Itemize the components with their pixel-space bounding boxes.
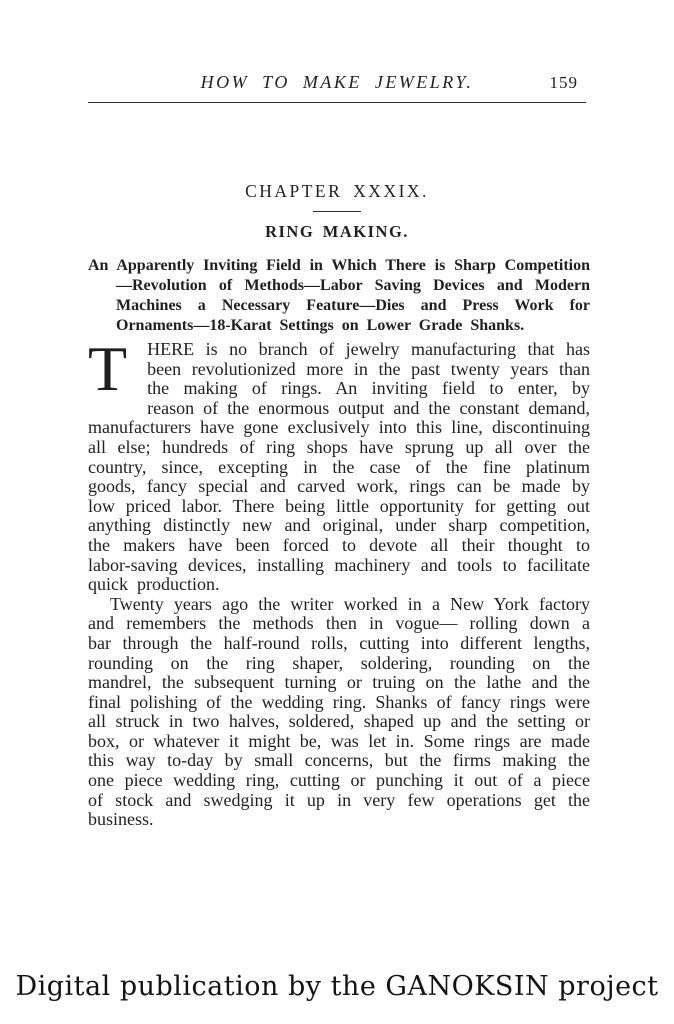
- paragraph-1-text: HERE is no branch of jewelry manufacturing that has been revolutionized more in the past twenty years than the making of rings. An inviting field to enter, by reason of the enormous output and the constant demand, manufacturers have gone exclusively into this line, discontinuing all else; hundreds of ring shops have sprung up all over the country, since, excepting in the case of the fine platinum goods, fancy special and carved work, rings can be made by low priced labor. There being little opportunity for getting out anything distinctly new and original, under sharp competition, the makers have been forced to devote all their thought to labor-saving devices, installing machinery and tools to facilitate quick production.: [88, 339, 590, 595]
- chapter-summary: An Apparently Inviting Field in Which There is Sharp Competition—Revolution of Methods—Labor Saving Devices and Modern Machines a Necessary Feature—Dies and Press Work for Ornaments—18-Karat Settings on Lower Grade Shanks.: [88, 257, 590, 334]
- body-paragraph-1: [88, 333, 590, 595]
- running-header-title: HOW TO MAKE JEWELRY.: [200, 72, 474, 92]
- running-header: [0, 72, 674, 94]
- chapter-heading: CHAPTER XXXIX.: [245, 181, 429, 201]
- page-footer: Digital publication by the GANOKSIN project: [15, 971, 659, 1002]
- text-column: [88, 256, 590, 830]
- page-number: 159: [549, 73, 578, 92]
- section-title: RING MAKING.: [265, 222, 409, 241]
- drop-cap: T: [88, 333, 128, 404]
- body-paragraph-2: Twenty years ago the writer worked in a New York factory and remembers the methods then in vogue— rolling down a bar through the half-round rolls, cutting into different lengths, rounding on the ring shaper, soldering, rounding on the mandrel, the subsequent turning or truing on the lathe and the final polishing of the wedding ring. Shanks of fancy rings were all struck in two halves, soldered, shaped up and the setting or box, or whatever it might be, was let in. Some rings are made this way to-day by small concerns, but the firms making the one piece wedding ring, cutting or punching it out of a piece of stock and swedging it up in very few operations get the business.: [88, 593, 590, 830]
- header-rule: [88, 102, 586, 103]
- chapter-divider: [313, 211, 361, 212]
